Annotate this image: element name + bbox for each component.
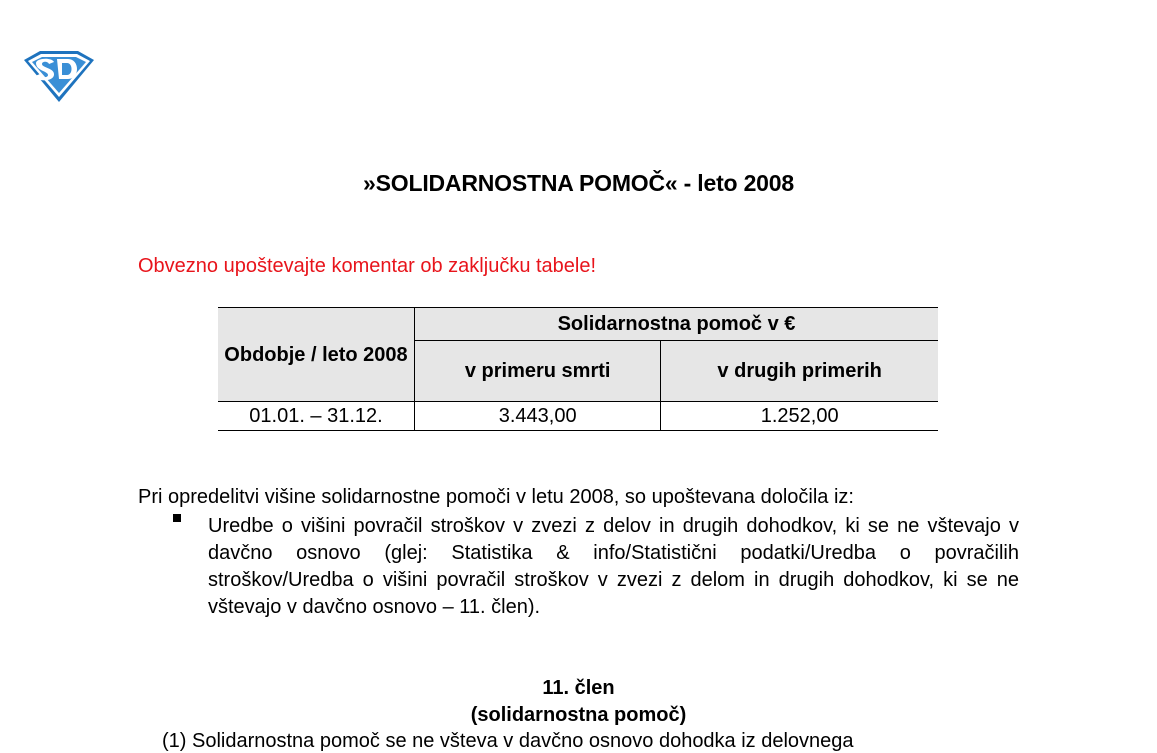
header-solidarity: Solidarnostna pomoč v € [415, 308, 939, 341]
cell-other: 1.252,00 [661, 402, 938, 431]
header-period: Obdobje / leto 2008 [218, 308, 415, 402]
solidarity-table [218, 307, 938, 431]
intro-text: Pri opredelitvi višine solidarnostne pomoči v letu 2008, so upoštevana določila iz: [138, 486, 854, 508]
cell-period: 01.01. – 31.12. [218, 402, 415, 431]
page-title: »SOLIDARNOSTNA POMOČ« - leto 2008 [363, 170, 794, 196]
article-title: (solidarnostna pomoč) [470, 704, 687, 726]
company-logo [22, 48, 96, 104]
warning-note: Obvezno upoštevajte komentar ob zaključku tabele! [138, 255, 597, 277]
logo-icon [22, 48, 96, 104]
bullet-square-icon [173, 514, 181, 522]
list-item: Uredbe o višini povračil stroškov v zvezi z delov in drugih dohodkov, ki se ne vštevajo v davčno osnovo (glej: Statistika & info/Statistični podatki/Uredba o povračilih stroškov/Uredba o višini povračil stroškov v zvezi z delom in drugih dohodkov, ki se ne vštevajo v davčno osnovo – 11. člen). [208, 515, 1019, 618]
header-other: v drugih primerih [661, 341, 938, 402]
article-number: 11. člen [542, 677, 615, 699]
table-row [218, 402, 938, 431]
cell-death: 3.443,00 [415, 402, 661, 431]
article-paragraph: (1) Solidarnostna pomoč se ne všteva v davčno osnovo dohodka iz delovnega [162, 730, 854, 752]
header-death: v primeru smrti [415, 341, 661, 402]
